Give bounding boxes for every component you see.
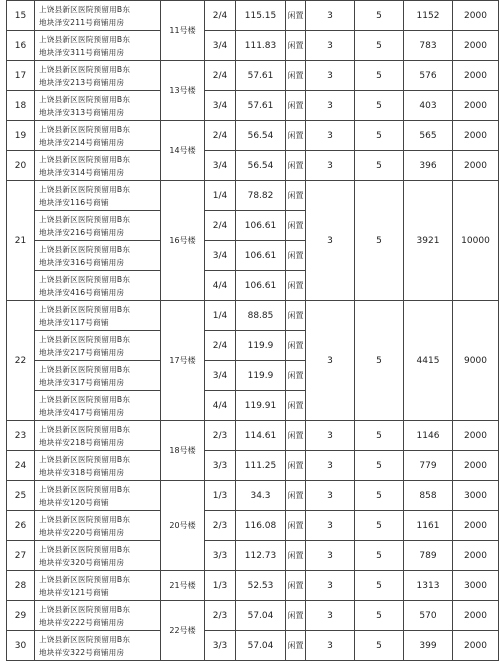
property-table	[6, 0, 499, 661]
lease-years: 3	[306, 481, 355, 511]
area-value: 52.53	[236, 571, 286, 601]
floor-level: 1/3	[205, 571, 236, 601]
address-line: 上饶县新区医院预留用B东	[39, 514, 131, 524]
rent-value: 570	[404, 601, 453, 631]
rent-value: 1161	[404, 511, 453, 541]
area-value: 57.04	[236, 601, 286, 631]
term-value: 5	[355, 61, 404, 91]
address-line: 上饶县新区医院预留用B东	[39, 94, 131, 104]
table-row	[7, 31, 499, 61]
address-line: 地块泽安313号商铺用房	[39, 107, 125, 117]
floor-level: 4/4	[205, 391, 236, 421]
area-value: 114.61	[236, 421, 286, 451]
table-row	[7, 571, 499, 601]
lease-years: 3	[306, 151, 355, 181]
deposit-value: 2000	[453, 631, 499, 661]
address-line: 上饶县新区医院预留用B东	[39, 274, 131, 284]
address-line: 地块泽安314号商铺用房	[39, 167, 125, 177]
floor-level: 4/4	[205, 271, 236, 301]
status-label: 闲置	[286, 481, 306, 511]
rent-value: 396	[404, 151, 453, 181]
address-line: 地块泽安217号商铺用房	[39, 347, 125, 357]
floor-level: 1/4	[205, 181, 236, 211]
address-line: 上饶县新区医院预留用B东	[39, 634, 131, 644]
table-row	[7, 631, 499, 661]
address-line: 地块祥安322号商铺用房	[39, 647, 125, 657]
floor-level: 2/4	[205, 331, 236, 361]
term-value: 5	[355, 151, 404, 181]
status-label: 闲置	[286, 181, 306, 211]
deposit-value: 2000	[453, 151, 499, 181]
term-value: 5	[355, 631, 404, 661]
address-line: 地块泽安211号商铺用房	[39, 17, 125, 27]
address-line: 地块泽安316号商铺用房	[39, 257, 125, 267]
table-row	[7, 61, 499, 91]
property-address	[35, 631, 161, 661]
row-number: 19	[7, 121, 35, 151]
area-value: 88.85	[236, 301, 286, 331]
address-line: 上饶县新区医院预留用B东	[39, 214, 131, 224]
lease-years: 3	[306, 541, 355, 571]
area-value: 56.54	[236, 121, 286, 151]
row-number: 16	[7, 31, 35, 61]
deposit-value: 2000	[453, 511, 499, 541]
building-number: 11号楼	[161, 1, 205, 61]
address-line: 地块泽安311号商铺用房	[39, 47, 125, 57]
area-value: 116.08	[236, 511, 286, 541]
address-line: 地块泽安116号商铺	[39, 197, 109, 207]
deposit-value: 10000	[453, 181, 499, 301]
building-number: 14号楼	[161, 121, 205, 181]
area-value: 57.04	[236, 631, 286, 661]
table-row	[7, 121, 499, 151]
address-line: 地块祥安120号商铺	[39, 497, 109, 507]
status-label: 闲置	[286, 421, 306, 451]
deposit-value: 2000	[453, 91, 499, 121]
status-label: 闲置	[286, 511, 306, 541]
property-address	[35, 361, 161, 391]
building-number: 21号楼	[161, 571, 205, 601]
rent-value: 789	[404, 541, 453, 571]
row-number: 18	[7, 91, 35, 121]
address-line: 上饶县新区医院预留用B东	[39, 64, 131, 74]
rent-value: 3921	[404, 181, 453, 301]
row-number: 23	[7, 421, 35, 451]
lease-years: 3	[306, 31, 355, 61]
table-body	[7, 1, 499, 661]
floor-level: 1/4	[205, 301, 236, 331]
area-value: 106.61	[236, 211, 286, 241]
term-value: 5	[355, 541, 404, 571]
address-line: 上饶县新区医院预留用B东	[39, 454, 131, 464]
address-line: 上饶县新区医院预留用B东	[39, 124, 131, 134]
floor-level: 3/4	[205, 151, 236, 181]
floor-level: 3/4	[205, 361, 236, 391]
floor-level: 3/3	[205, 541, 236, 571]
deposit-value: 2000	[453, 1, 499, 31]
lease-years: 3	[306, 121, 355, 151]
row-number: 24	[7, 451, 35, 481]
term-value: 5	[355, 571, 404, 601]
status-label: 闲置	[286, 391, 306, 421]
floor-level: 3/4	[205, 31, 236, 61]
address-line: 上饶县新区医院预留用B东	[39, 544, 131, 554]
building-number: 18号楼	[161, 421, 205, 481]
lease-years: 3	[306, 601, 355, 631]
status-label: 闲置	[286, 331, 306, 361]
area-value: 106.61	[236, 241, 286, 271]
deposit-value: 2000	[453, 61, 499, 91]
area-value: 57.61	[236, 61, 286, 91]
property-address	[35, 211, 161, 241]
property-address	[35, 181, 161, 211]
area-value: 119.9	[236, 361, 286, 391]
address-line: 地块祥安318号商铺用房	[39, 467, 125, 477]
floor-level: 2/3	[205, 511, 236, 541]
address-line: 地块泽安214号商铺用房	[39, 137, 125, 147]
building-number: 13号楼	[161, 61, 205, 121]
area-value: 112.73	[236, 541, 286, 571]
deposit-value: 3000	[453, 571, 499, 601]
row-number: 25	[7, 481, 35, 511]
term-value: 5	[355, 31, 404, 61]
property-address	[35, 481, 161, 511]
term-value: 5	[355, 121, 404, 151]
row-number: 27	[7, 541, 35, 571]
rent-value: 565	[404, 121, 453, 151]
table-row	[7, 91, 499, 121]
rent-value: 783	[404, 31, 453, 61]
lease-years: 3	[306, 511, 355, 541]
table-row	[7, 151, 499, 181]
rent-value: 1313	[404, 571, 453, 601]
floor-level: 2/4	[205, 1, 236, 31]
deposit-value: 2000	[453, 451, 499, 481]
area-value: 106.61	[236, 271, 286, 301]
property-address	[35, 421, 161, 451]
address-line: 地块泽安216号商铺用房	[39, 227, 125, 237]
status-label: 闲置	[286, 241, 306, 271]
floor-level: 2/3	[205, 421, 236, 451]
status-label: 闲置	[286, 31, 306, 61]
table-row	[7, 511, 499, 541]
floor-level: 3/4	[205, 241, 236, 271]
row-number: 15	[7, 1, 35, 31]
status-label: 闲置	[286, 61, 306, 91]
floor-level: 2/4	[205, 121, 236, 151]
term-value: 5	[355, 181, 404, 301]
property-address	[35, 541, 161, 571]
address-line: 地块祥安121号商铺	[39, 587, 109, 597]
address-line: 地块祥安220号商铺用房	[39, 527, 125, 537]
rent-value: 4415	[404, 301, 453, 421]
property-address	[35, 301, 161, 331]
term-value: 5	[355, 511, 404, 541]
lease-years: 3	[306, 571, 355, 601]
address-line: 地块祥安218号商铺用房	[39, 437, 125, 447]
row-number: 20	[7, 151, 35, 181]
area-value: 111.25	[236, 451, 286, 481]
address-line: 地块泽安117号商铺	[39, 317, 109, 327]
floor-level: 2/4	[205, 211, 236, 241]
property-address	[35, 1, 161, 31]
property-address	[35, 511, 161, 541]
deposit-value: 2000	[453, 601, 499, 631]
property-address	[35, 241, 161, 271]
rent-value: 403	[404, 91, 453, 121]
address-line: 上饶县新区医院预留用B东	[39, 244, 131, 254]
term-value: 5	[355, 91, 404, 121]
area-value: 78.82	[236, 181, 286, 211]
deposit-value: 2000	[453, 421, 499, 451]
term-value: 5	[355, 451, 404, 481]
status-label: 闲置	[286, 121, 306, 151]
address-line: 上饶县新区医院预留用B东	[39, 304, 131, 314]
address-line: 上饶县新区医院预留用B东	[39, 334, 131, 344]
table-row	[7, 1, 499, 31]
table-row	[7, 541, 499, 571]
deposit-value: 2000	[453, 541, 499, 571]
lease-years: 3	[306, 421, 355, 451]
address-line: 地块祥安222号商铺用房	[39, 617, 125, 627]
building-number: 16号楼	[161, 181, 205, 301]
address-line: 地块泽安417号商铺用房	[39, 407, 125, 417]
area-value: 56.54	[236, 151, 286, 181]
floor-level: 2/4	[205, 61, 236, 91]
status-label: 闲置	[286, 541, 306, 571]
address-line: 上饶县新区医院预留用B东	[39, 4, 131, 14]
address-line: 上饶县新区医院预留用B东	[39, 34, 131, 44]
status-label: 闲置	[286, 361, 306, 391]
lease-years: 3	[306, 61, 355, 91]
status-label: 闲置	[286, 571, 306, 601]
status-label: 闲置	[286, 1, 306, 31]
table-row	[7, 301, 499, 331]
row-number: 29	[7, 601, 35, 631]
deposit-value: 2000	[453, 121, 499, 151]
address-line: 上饶县新区医院预留用B东	[39, 184, 131, 194]
term-value: 5	[355, 421, 404, 451]
lease-years: 3	[306, 631, 355, 661]
lease-years: 3	[306, 181, 355, 301]
area-value: 119.9	[236, 331, 286, 361]
row-number: 28	[7, 571, 35, 601]
area-value: 57.61	[236, 91, 286, 121]
status-label: 闲置	[286, 91, 306, 121]
deposit-value: 3000	[453, 481, 499, 511]
row-number: 30	[7, 631, 35, 661]
rent-value: 779	[404, 451, 453, 481]
status-label: 闲置	[286, 211, 306, 241]
address-line: 上饶县新区医院预留用B东	[39, 424, 131, 434]
status-label: 闲置	[286, 271, 306, 301]
property-address	[35, 571, 161, 601]
building-number: 22号楼	[161, 601, 205, 661]
floor-level: 3/3	[205, 631, 236, 661]
status-label: 闲置	[286, 151, 306, 181]
rent-value: 1152	[404, 1, 453, 31]
property-address	[35, 91, 161, 121]
property-address	[35, 391, 161, 421]
row-number: 22	[7, 301, 35, 421]
row-number: 26	[7, 511, 35, 541]
area-value: 115.15	[236, 1, 286, 31]
rent-value: 576	[404, 61, 453, 91]
lease-years: 3	[306, 91, 355, 121]
status-label: 闲置	[286, 631, 306, 661]
property-address	[35, 271, 161, 301]
building-number: 20号楼	[161, 481, 205, 571]
lease-years: 3	[306, 301, 355, 421]
rent-value: 858	[404, 481, 453, 511]
floor-level: 2/3	[205, 601, 236, 631]
table-row	[7, 421, 499, 451]
floor-level: 1/3	[205, 481, 236, 511]
address-line: 地块泽安213号商铺用房	[39, 77, 125, 87]
row-number: 21	[7, 181, 35, 301]
floor-level: 3/4	[205, 91, 236, 121]
table-row	[7, 451, 499, 481]
status-label: 闲置	[286, 301, 306, 331]
table-row	[7, 181, 499, 211]
table-row	[7, 481, 499, 511]
address-line: 地块泽安317号商铺用房	[39, 377, 125, 387]
area-value: 34.3	[236, 481, 286, 511]
rent-value: 1146	[404, 421, 453, 451]
status-label: 闲置	[286, 451, 306, 481]
deposit-value: 2000	[453, 31, 499, 61]
term-value: 5	[355, 1, 404, 31]
floor-level: 3/3	[205, 451, 236, 481]
address-line: 上饶县新区医院预留用B东	[39, 394, 131, 404]
address-line: 上饶县新区医院预留用B东	[39, 604, 131, 614]
deposit-value: 9000	[453, 301, 499, 421]
term-value: 5	[355, 601, 404, 631]
term-value: 5	[355, 301, 404, 421]
property-address	[35, 331, 161, 361]
term-value: 5	[355, 481, 404, 511]
property-address	[35, 601, 161, 631]
row-number: 17	[7, 61, 35, 91]
lease-years: 3	[306, 451, 355, 481]
address-line: 上饶县新区医院预留用B东	[39, 484, 131, 494]
area-value: 111.83	[236, 31, 286, 61]
address-line: 上饶县新区医院预留用B东	[39, 364, 131, 374]
address-line: 地块泽安416号商铺用房	[39, 287, 125, 297]
address-line: 地块祥安320号商铺用房	[39, 557, 125, 567]
lease-years: 3	[306, 1, 355, 31]
address-line: 上饶县新区医院预留用B东	[39, 574, 131, 584]
property-address	[35, 151, 161, 181]
area-value: 119.91	[236, 391, 286, 421]
address-line: 上饶县新区医院预留用B东	[39, 154, 131, 164]
rent-value: 399	[404, 631, 453, 661]
property-address	[35, 121, 161, 151]
status-label: 闲置	[286, 601, 306, 631]
property-address	[35, 451, 161, 481]
table-row	[7, 601, 499, 631]
property-address	[35, 31, 161, 61]
building-number: 17号楼	[161, 301, 205, 421]
property-address	[35, 61, 161, 91]
